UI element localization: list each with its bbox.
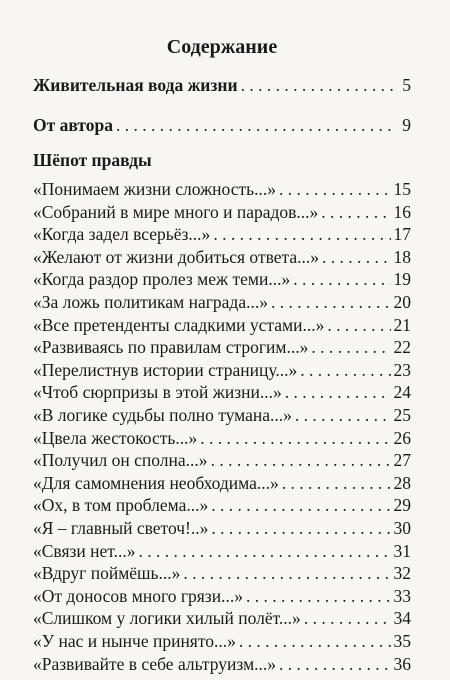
toc-entry [33, 630, 411, 652]
entry-page: 17 [393, 224, 411, 245]
toc-entry-top [33, 74, 411, 96]
leader-dots [300, 359, 390, 381]
leader-dots [311, 336, 390, 358]
entry-title: «За ложь политикам награда...» [33, 292, 268, 312]
leader-dots [116, 114, 396, 136]
leader-dots [293, 268, 390, 290]
leader-dots [327, 314, 390, 336]
entry-page: 33 [393, 585, 411, 606]
leader-dots [241, 74, 396, 96]
leader-dots [304, 607, 391, 629]
toc-entry [33, 427, 411, 449]
entry-page: 34 [393, 608, 411, 629]
toc-entry [33, 223, 411, 245]
leader-dots [211, 517, 390, 539]
entry-title: «Когда раздор пролез меж теми...» [33, 269, 291, 290]
entry-page: 22 [393, 337, 411, 358]
toc-entry [33, 585, 411, 607]
toc-entry [33, 653, 411, 675]
entry-page: 29 [393, 495, 411, 516]
entry-title: «Развиваясь по правилам строгим...» [33, 337, 309, 358]
entry-title: «Когда задел всерьёз...» [33, 224, 211, 245]
entry-title: «Связи нет...» [33, 540, 136, 561]
toc-entry [33, 562, 411, 584]
entry-page: 20 [393, 292, 411, 312]
toc-entry [33, 359, 411, 381]
entry-page: 31 [393, 540, 411, 561]
entry-page: 19 [393, 269, 411, 290]
entry-page: 26 [393, 427, 411, 448]
entry-title: «В логике судьбы полно тумана...» [33, 405, 292, 425]
leader-dots [285, 381, 391, 403]
page-title: Содержание [166, 36, 278, 58]
entry-title: «Перелистнув истории страницу...» [33, 359, 298, 380]
leader-dots [321, 201, 390, 223]
entry-page: 27 [393, 450, 411, 471]
entry-title: «Развивайте в себе альтруизм...» [33, 653, 277, 674]
entry-page: 25 [393, 405, 411, 425]
toc-entry [33, 291, 411, 313]
entry-title: «Слишком у логики хилый полёт...» [33, 608, 301, 629]
toc-entry [33, 540, 411, 562]
entry-page: 15 [393, 179, 411, 199]
entry-page: 30 [393, 518, 411, 538]
entry-page: 24 [393, 382, 411, 403]
toc-entry [33, 336, 411, 358]
leader-dots [282, 472, 391, 494]
entry-title: «Вдруг поймёшь...» [33, 563, 181, 584]
toc-entry [33, 404, 411, 426]
toc-entry [33, 381, 411, 403]
entry-title: Живительная вода жизни [33, 75, 238, 95]
leader-dots [211, 494, 390, 516]
toc-entry [33, 314, 411, 336]
entry-page: 35 [393, 631, 411, 651]
entry-title: «У нас и нынче принято...» [33, 631, 236, 651]
entry-title: «Я – главный светоч!..» [33, 518, 209, 538]
entry-title: «Ох, в том проблема...» [33, 495, 209, 516]
toc-entry-top [33, 114, 411, 136]
leader-dots [271, 291, 391, 313]
entry-page: 21 [393, 314, 411, 335]
leader-dots [200, 427, 390, 449]
leader-dots [211, 449, 391, 471]
section-title: Шёпот правды [33, 150, 152, 170]
entry-title: «Желают от жизни добиться ответа...» [33, 246, 320, 267]
entry-page: 9 [402, 115, 411, 135]
toc-entry [33, 494, 411, 516]
leader-dots [279, 653, 390, 675]
entry-title: «Чтоб сюрпризы в этой жизни...» [33, 382, 282, 403]
entry-title: «Понимаем жизни сложность...» [33, 179, 277, 199]
toc-entry [33, 517, 411, 539]
entry-page: 36 [393, 653, 411, 674]
toc-entry [33, 201, 411, 223]
leader-dots [183, 562, 390, 584]
leader-dots [139, 540, 391, 562]
leader-dots [295, 404, 391, 426]
entry-title: «Для самомнения необходима...» [33, 472, 279, 493]
toc-entry [33, 449, 411, 471]
entry-title: «Цвела жестокость...» [33, 427, 198, 448]
entry-title: «От доносов много грязи...» [33, 585, 243, 606]
entry-title: «Все претенденты сладкими устами...» [33, 314, 325, 335]
toc-page [33, 0, 411, 680]
entry-page: 32 [393, 563, 411, 584]
toc-entry [33, 607, 411, 629]
leader-dots [322, 246, 390, 268]
entry-page: 28 [393, 472, 411, 493]
toc-entry [33, 246, 411, 268]
entry-title: От автора [33, 115, 113, 135]
entry-title: «Собраний в мире много и парадов...» [33, 201, 319, 222]
entry-page: 18 [393, 246, 411, 267]
leader-dots [239, 630, 391, 652]
leader-dots [279, 178, 390, 200]
entry-page: 23 [393, 359, 411, 380]
entry-page: 16 [393, 201, 411, 222]
toc-entry [33, 472, 411, 494]
entry-title: «Получил он сполна...» [33, 450, 208, 471]
toc-entry [33, 268, 411, 290]
entry-page: 5 [402, 75, 411, 95]
toc-entry [33, 178, 411, 200]
leader-dots [213, 223, 390, 245]
leader-dots [246, 585, 391, 607]
